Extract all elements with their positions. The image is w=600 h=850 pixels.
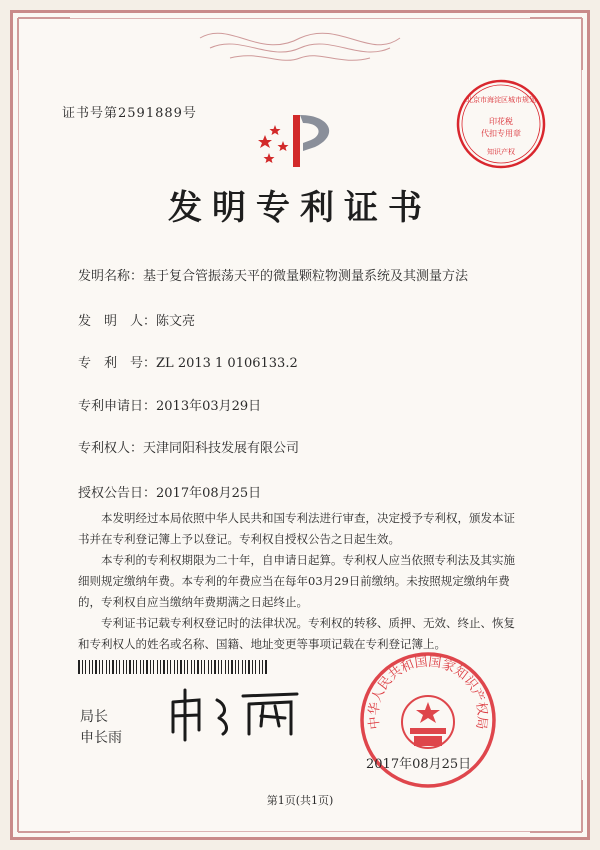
barcode-bar (180, 660, 182, 674)
page-title: 发明专利证书 (168, 188, 432, 228)
barcode-bar (214, 660, 216, 674)
barcode-bar (231, 660, 233, 674)
director-title: 局长 (80, 709, 108, 725)
barcode-bar (265, 660, 267, 674)
barcode-bar (102, 660, 103, 674)
barcode-bar (187, 660, 188, 674)
barcode-bar (146, 660, 148, 674)
patentee-row (78, 437, 299, 456)
issue-date: 2017年08月25日 (366, 757, 472, 772)
barcode-bar (242, 660, 243, 674)
barcode-bar (204, 660, 205, 674)
filing-date-row (78, 395, 261, 414)
barcode-bar (255, 660, 256, 674)
barcode-bar (184, 660, 185, 674)
filing-date-label: 专利申请日： (78, 399, 157, 414)
barcode-bar (225, 660, 226, 674)
grant-date: 2017年08月25日 (156, 486, 262, 501)
barcode-bar (259, 660, 260, 674)
barcode-bar (194, 660, 195, 674)
barcode-bar (85, 660, 86, 674)
grant-date-label: 授权公告日： (78, 486, 157, 501)
barcode-bar (238, 660, 239, 674)
barcode-bar (109, 660, 110, 674)
director-name: 申长雨 (80, 730, 122, 746)
barcode-bar (82, 660, 83, 674)
barcode-bar (95, 660, 97, 674)
seal-big-text: 中华人民共和国国家知识产权局 (366, 654, 490, 731)
page-number: 第1页(共1页) (266, 794, 334, 807)
barcode-bar (262, 660, 263, 674)
barcode-bar (191, 660, 192, 674)
barcode (78, 660, 270, 674)
barcode-bar (197, 660, 199, 674)
grant-date-row (78, 482, 261, 501)
barcode-bar (221, 660, 222, 674)
patent-number-label: 专 利 号： (78, 356, 157, 371)
barcode-bar (143, 660, 144, 674)
invention-name-row (78, 265, 468, 284)
certificate-number: 证书号第2591889号 (62, 106, 197, 121)
patent-number-row (78, 352, 298, 371)
barcode-bar (112, 660, 114, 674)
barcode-bar (123, 660, 124, 674)
patent-office-logo-icon (255, 105, 345, 175)
barcode-bar (228, 660, 229, 674)
barcode-bar (78, 660, 80, 674)
barcode-bar (160, 660, 161, 674)
barcode-bar (119, 660, 120, 674)
barcode-bar (99, 660, 100, 674)
barcode-bar (174, 660, 175, 674)
filing-date: 2013年03月29日 (156, 399, 262, 414)
seal-top-text: 北京市海淀区城市规划 (466, 96, 536, 104)
invention-name-label: 发明名称： (78, 269, 144, 284)
body-paragraph-1: 本发明经过本局依照中华人民共和国专利法进行审查，决定授予专利权，颁发本证书并在专利登记簿上予以登记。专利权自授权公告之日起生效。 (78, 511, 515, 546)
seal-top-line4: 知识产权 (487, 148, 515, 156)
barcode-bar (201, 660, 202, 674)
invention-name: 基于复合管振荡天平的微量颗粒物测量系统及其测量方法 (143, 269, 469, 284)
barcode-bar (252, 660, 253, 674)
barcode-bar (106, 660, 107, 674)
inventor-label: 发 明 人： (78, 314, 157, 329)
barcode-bar (245, 660, 246, 674)
barcode-bar (89, 660, 90, 674)
barcode-bar (140, 660, 141, 674)
barcode-bar (208, 660, 209, 674)
tax-seal-stamp (455, 78, 547, 170)
body-paragraph-2: 本专利的专利权期限为二十年，自申请日起算。专利权人应当依照专利法及其实施细则规定缴纳年费。本专利的年费应当在每年03月29日前缴纳。未按照规定缴纳年费的，专利权自应当缴纳年费期满之日起终止。 (78, 553, 515, 609)
barcode-bar (133, 660, 134, 674)
barcode-bar (153, 660, 154, 674)
inventor-row (78, 310, 195, 329)
barcode-bar (170, 660, 171, 674)
director-signature (165, 682, 305, 742)
patentee-label: 专利权人： (78, 441, 144, 456)
barcode-bar (211, 660, 212, 674)
barcode-bar (92, 660, 93, 674)
barcode-bar (150, 660, 151, 674)
barcode-bar (235, 660, 236, 674)
barcode-bar (167, 660, 168, 674)
barcode-bar (136, 660, 137, 674)
barcode-bar (163, 660, 165, 674)
barcode-bar (126, 660, 127, 674)
barcode-bar (129, 660, 131, 674)
seal-top-line2: 印花税 (489, 117, 513, 126)
barcode-bar (248, 660, 250, 674)
barcode-bar (177, 660, 178, 674)
barcode-bar (218, 660, 219, 674)
certificate-body (78, 508, 518, 655)
seal-top-line3: 代扣专用章 (481, 129, 521, 138)
patentee: 天津同阳科技发展有限公司 (143, 441, 300, 456)
patent-number: ZL 2013 1 0106133.2 (156, 356, 298, 371)
barcode-bar (157, 660, 158, 674)
barcode-bar (116, 660, 117, 674)
body-paragraph-3: 专利证书记载专利权登记时的法律状况。专利权的转移、质押、无效、终止、恢复和专利权人的姓名或名称、国籍、地址变更等事项记载在专利登记簿上。 (78, 616, 515, 651)
inventor-value: 陈文亮 (156, 314, 196, 329)
